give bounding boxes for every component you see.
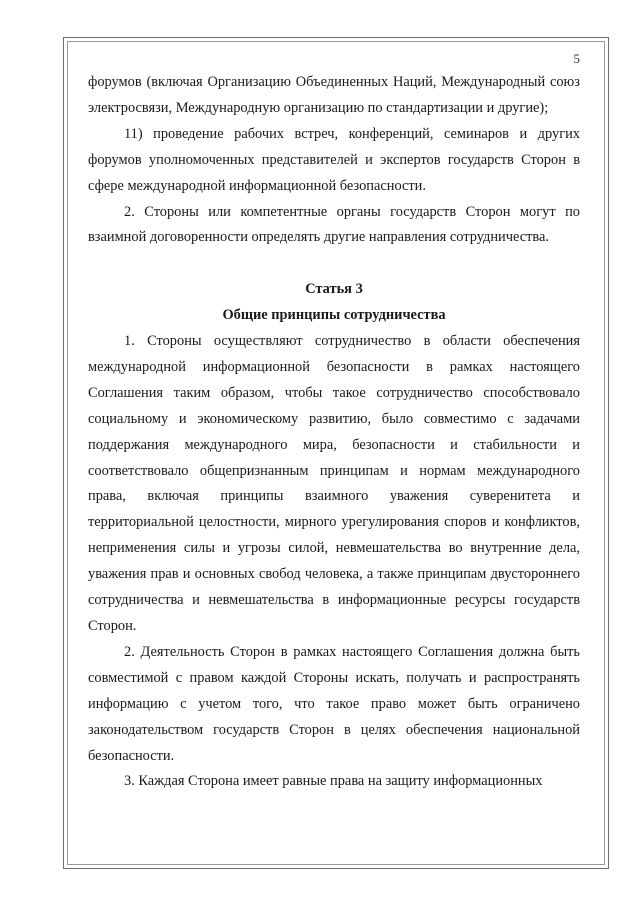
paragraph-article3-2: 2. Деятельность Сторон в рамках настоящего Соглашения должна быть совместимой с правом каждой Стороны искать, получать и распространять информацию с учетом того, что такое право может быть ограничено законодательством государств Сторон в целях обеспечения национальной безопасности. [88,643,580,764]
page-number: 5 [573,51,580,66]
document-body [88,70,580,795]
paragraph-2-other-directions: 2. Стороны или компетентные органы государств Сторон могут по взаимной договоренности определять другие направления сотрудничества. [88,203,580,246]
paragraph-item-11: 11) проведение рабочих встреч, конференций, семинаров и других форумов уполномоченных представителей и экспертов государств Сторон в сфере международной информационной безопасности. [88,125,580,194]
article-number: Статья 3 [305,281,363,298]
paragraph-forums-continuation: форумов (включая Организацию Объединенных Наций, Международный союз электросвязи, Международную организацию по стандартизации и другие); [88,74,580,116]
article-title: Общие принципы сотрудничества [222,307,446,324]
paragraph-article3-1: 1. Стороны осуществляют сотрудничество в области обеспечения международной информационной безопасности в рамках настоящего Соглашения таким образом, чтобы такое сотрудничество способствовало социальному и экономическому развитию, было совместимо с задачами поддержания международного мира, безопасности и стабильности и соответствовало общепризнанным принципам и нормам международного права, включая принципы взаимного уважения суверенитета и территориальной целостности, мирного урегулирования споров и конфликтов, неприменения силы и угрозы силой, невмешательства во внутренние дела, уважения прав и основных свобод человека, а также принципам двустороннего сотрудничества и невмешательства в информационные ресурсы государств Сторон. [88,333,580,635]
paragraph-article3-3: 3. Каждая Сторона имеет равные права на защиту информационных [124,773,543,790]
spacer [88,251,580,277]
